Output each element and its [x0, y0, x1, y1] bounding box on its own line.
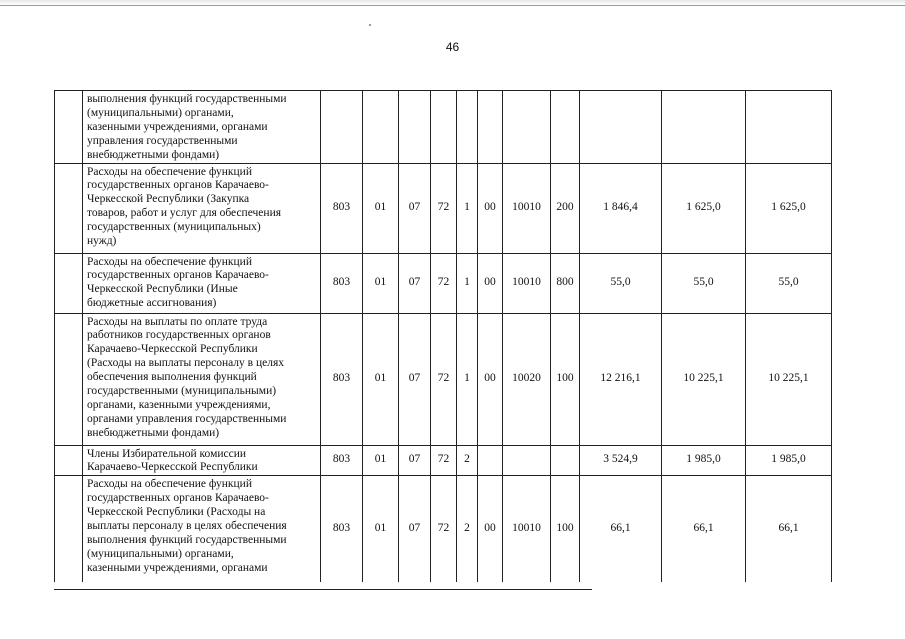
expense-type-code: 200: [551, 163, 580, 253]
subsection-code: 07: [399, 163, 431, 253]
sum-year-1: 12 216,1: [580, 313, 662, 445]
expense-type-code: [551, 445, 580, 476]
subprogram-code: 1: [457, 313, 478, 445]
row-number-cell: [55, 253, 83, 313]
row-number-cell: [55, 313, 83, 445]
expense-name-cell: [83, 163, 321, 253]
sum-year-3: 1 625,0: [746, 163, 832, 253]
program-code: 72: [431, 445, 457, 476]
ministry-code: 803: [321, 163, 363, 253]
sum-year-1: 55,0: [580, 253, 662, 313]
row-number-cell: [55, 445, 83, 476]
sum-year-3: 66,1: [746, 476, 832, 582]
program-code: 72: [431, 163, 457, 253]
sum-year-2: 55,0: [662, 253, 746, 313]
sum-year-2: 10 225,1: [662, 313, 746, 445]
program-code: 72: [431, 313, 457, 445]
table-row: [55, 163, 832, 253]
sum-year-2: [662, 91, 746, 164]
sum-year-1: 3 524,9: [580, 445, 662, 476]
section-code: 01: [363, 476, 399, 582]
sum-year-1: 1 846,4: [580, 163, 662, 253]
ministry-code: 803: [321, 253, 363, 313]
expense-name: Расходы на выплаты по оплате труда работников государственных органов Карачаево-Черкесской Республики (Расходы на выплаты персоналу в целях обеспечения выполнения функций государственными (муниципальными) органами, казенными учреждениями, органами управления государственными внебюджетными фондами): [87, 315, 287, 439]
ministry-code: [321, 91, 363, 164]
subprogram-code: 1: [457, 163, 478, 253]
subsection-code: 07: [399, 445, 431, 476]
sum-year-3: [746, 91, 832, 164]
table-row: [55, 91, 832, 164]
expense-name: Члены Избирательной комиссии Карачаево-Черкесской Республики: [87, 447, 258, 474]
expense-type-code: 100: [551, 476, 580, 582]
program-code: [431, 91, 457, 164]
subprogram-code: 2: [457, 445, 478, 476]
subprogram-code: [457, 91, 478, 164]
direction-code: 00: [478, 476, 503, 582]
direction-code: [478, 445, 503, 476]
direction-code: 00: [478, 163, 503, 253]
table-row: [55, 253, 832, 313]
table-row: [55, 313, 832, 445]
sum-year-3: 1 985,0: [746, 445, 832, 476]
subsection-code: 07: [399, 313, 431, 445]
expense-name-cell: [83, 445, 321, 476]
section-code: 01: [363, 253, 399, 313]
expense-type-code: 100: [551, 313, 580, 445]
expense-code: 10010: [503, 476, 551, 582]
section-code: 01: [363, 313, 399, 445]
expense-name-cell: [83, 313, 321, 445]
section-code: 01: [363, 163, 399, 253]
sum-year-3: 55,0: [746, 253, 832, 313]
sum-year-1: 66,1: [580, 476, 662, 582]
program-code: 72: [431, 476, 457, 582]
page-number: 46: [445, 40, 460, 54]
expense-code: 10010: [503, 163, 551, 253]
direction-code: 00: [478, 313, 503, 445]
section-code: 01: [363, 445, 399, 476]
sum-year-3: 10 225,1: [746, 313, 832, 445]
expense-code: 10010: [503, 253, 551, 313]
expense-name-cell: [83, 91, 321, 164]
expense-name-cell: [83, 476, 321, 582]
expense-name: выполнения функций государственными (муниципальными) органами, казенными учреждениями, органами управления государственными внебюджетными фондами): [87, 93, 287, 161]
ministry-code: 803: [321, 476, 363, 582]
expense-type-code: [551, 91, 580, 164]
ministry-code: 803: [321, 445, 363, 476]
subsection-code: [399, 91, 431, 164]
expense-code: [503, 91, 551, 164]
expense-name: Расходы на обеспечение функций государственных органов Карачаево- Черкесской Республики (Иные бюджетные ассигнования): [87, 255, 269, 310]
row-number-cell: [55, 163, 83, 253]
section-code: [363, 91, 399, 164]
sum-year-2: 66,1: [662, 476, 746, 582]
scan-speck: [369, 24, 371, 26]
scan-top-edge: [0, 0, 905, 6]
subsection-code: 07: [399, 476, 431, 582]
expense-code: [503, 445, 551, 476]
expense-type-code: 800: [551, 253, 580, 313]
budget-table: [54, 90, 832, 582]
row-number-cell: [55, 91, 83, 164]
sum-year-2: 1 625,0: [662, 163, 746, 253]
direction-code: 00: [478, 253, 503, 313]
table-row: [55, 445, 832, 476]
direction-code: [478, 91, 503, 164]
subsection-code: 07: [399, 253, 431, 313]
expense-code: 10020: [503, 313, 551, 445]
row-number-cell: [55, 476, 83, 582]
ministry-code: 803: [321, 313, 363, 445]
table-row: [55, 476, 832, 582]
expense-name-cell: [83, 253, 321, 313]
subprogram-code: 1: [457, 253, 478, 313]
sum-year-1: [580, 91, 662, 164]
expense-name: Расходы на обеспечение функций государственных органов Карачаево- Черкесской Республики (Закупка товаров, работ и услуг для обеспечения государственных (муниципальных) нужд): [87, 165, 282, 248]
program-code: 72: [431, 253, 457, 313]
sum-year-2: 1 985,0: [662, 445, 746, 476]
expense-name: Расходы на обеспечение функций государственных органов Карачаево- Черкесской Республики (Расходы на выплаты персоналу в целях обеспечения выполнения функций государственными (муниципальными) органами, казенными учреждениями, органами: [87, 478, 287, 574]
subprogram-code: 2: [457, 476, 478, 582]
table-bottom-border: [54, 589, 592, 590]
